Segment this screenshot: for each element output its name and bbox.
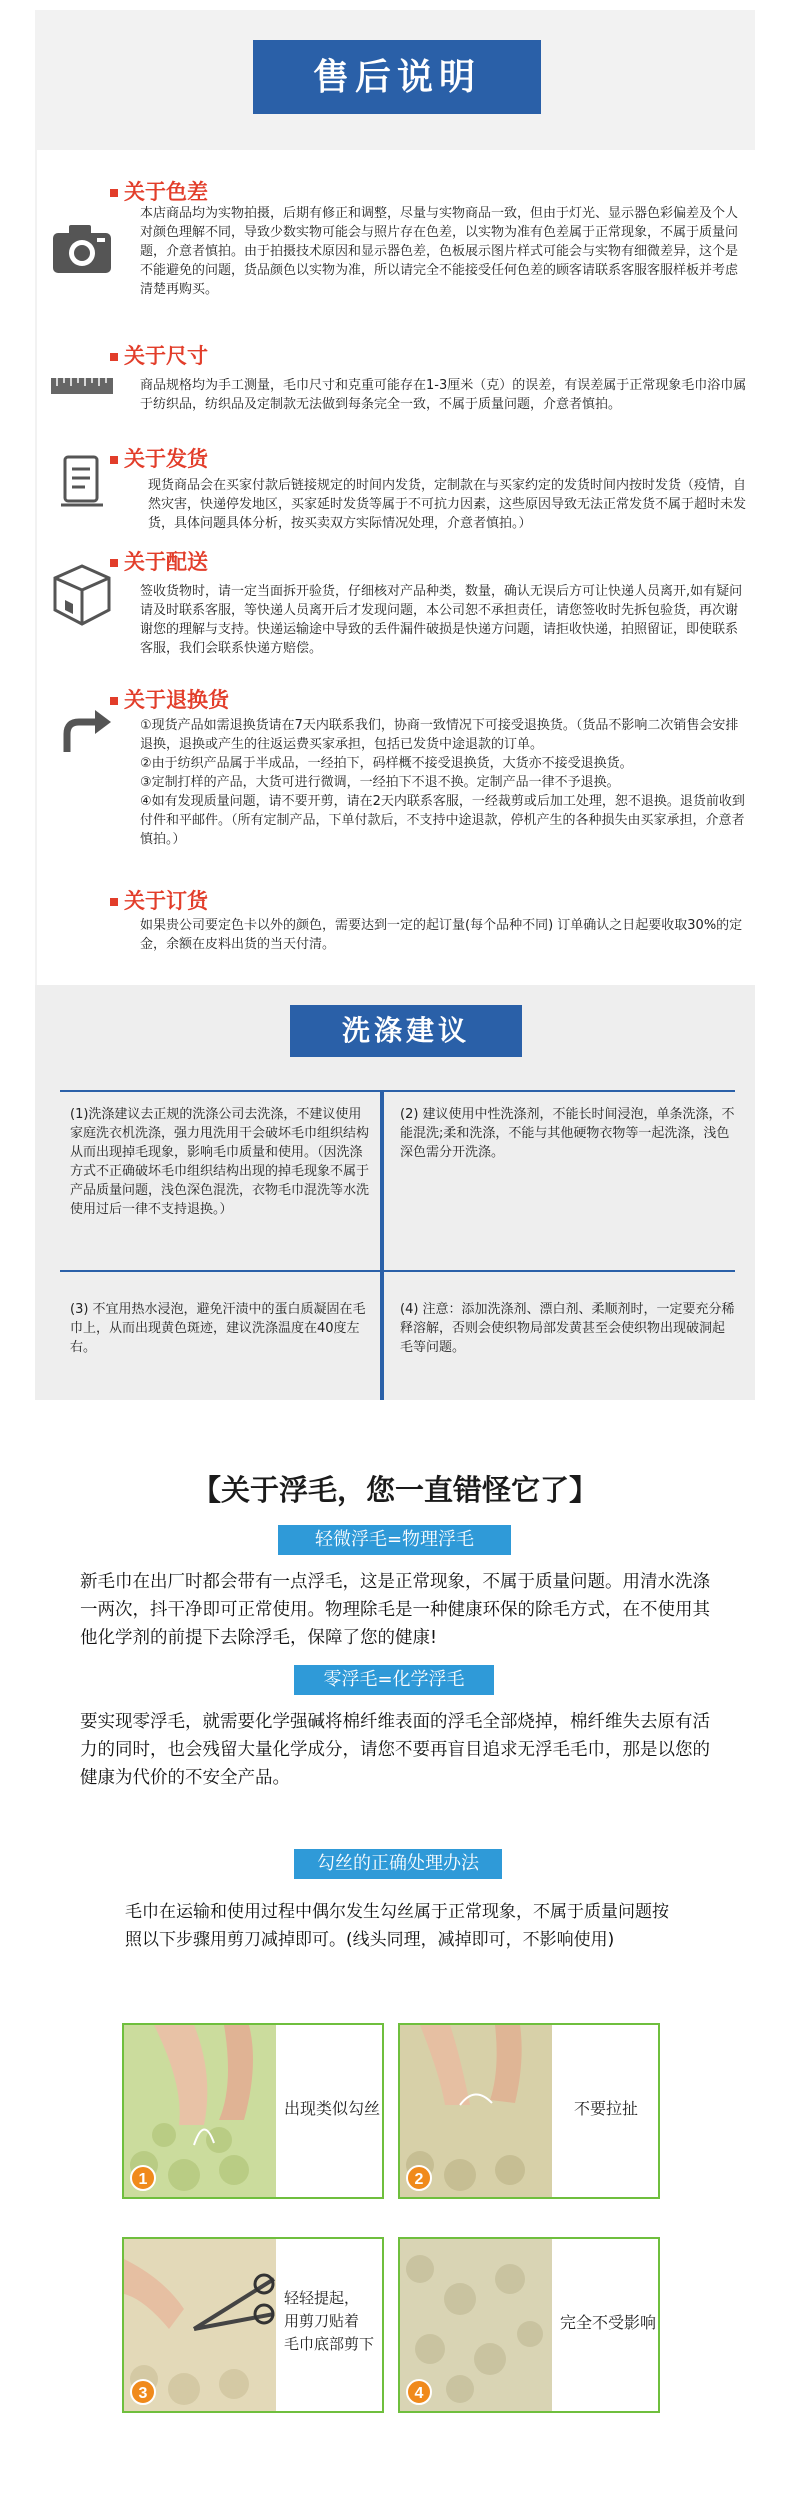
divider-vertical	[380, 1090, 384, 1400]
text-snag-handling: 毛巾在运输和使用过程中偶尔发生勾丝属于正常现象，不属于质量问题按照以下步骤用剪刀减掉即可。(线头同理，减掉即可，不影响使用)	[125, 1902, 669, 1950]
badge-snag-handling: 勾丝的正确处理办法	[294, 1849, 502, 1879]
wash-tip-4: (4) 注意：添加洗涤剂、漂白剂、柔顺剂时，一定要充分稀释溶解，否则会使织物局部发黄甚至会使织物出现破洞起毛等问题。	[400, 1302, 735, 1355]
camera-icon	[47, 215, 117, 285]
wash-tip-3: (3) 不宜用热水浸泡，避免汗渍中的蛋白质凝固在毛巾上，从而出现黄色斑迹，建议洗涤温度在40度左右。	[70, 1302, 366, 1355]
heading-return: 关于退换货	[110, 684, 229, 714]
package-icon	[47, 560, 117, 630]
bullet-icon	[110, 353, 118, 361]
heading-color-diff: 关于色差	[110, 176, 208, 206]
bullet-icon	[110, 898, 118, 906]
text-shipping: 现货商品会在买家付款后链接规定的时间内发货，定制款在与买家约定的发货时间内按时发货（疫情，自然灾害，快递停发地区，买家延时发货等属于不可抗力因素，这些原因导致无法正常发货不属于超时未发货，具体问题具体分析，按买卖双方实际情况处理，介意者慎拍。）	[148, 478, 747, 531]
divider-middle	[60, 1270, 735, 1272]
aftersale-title: 售后说明	[253, 40, 541, 114]
wash-tip-2: (2) 建议使用中性洗涤剂，不能长时间浸泡，单条洗涤，不能混洗;柔和洗涤，不能与其他硬物衣物等一起洗涤，浅色深色需分开洗涤。	[400, 1107, 735, 1160]
step-3-number: 3	[130, 2379, 156, 2405]
step-3-label: 轻轻提起， 用剪刀贴着 毛巾底部剪下	[284, 2289, 375, 2353]
ruler-icon	[47, 350, 117, 420]
washing-title: 洗涤建议	[290, 1005, 522, 1057]
badge-physical-lint: 轻微浮毛=物理浮毛	[278, 1525, 511, 1555]
text-color-diff: 本店商品均为实物拍摄，后期有修正和调整，尽量与实物商品一致，但由于灯光、显示器色彩偏差及个人对颜色理解不同，导致少数实物可能会与照片存在色差，以实物为准有色差属于正常现象，不属于质量问题，介意者慎拍。由于拍摄技术原因和显示器色差，色板展示图片样式可能会与实物有细微差异，这个是不能避免的问题，货品颜色以实物为准，所以请完全不能接受任何色差的顾客请联系客服客服样板并考虑清楚再购买。	[140, 206, 739, 297]
heading-order: 关于订货	[110, 885, 208, 915]
heading-shipping: 关于发货	[110, 443, 208, 473]
delivery-icon	[47, 447, 117, 517]
return-arrow-icon	[47, 700, 117, 770]
step-1-label: 出现类似勾丝	[284, 2099, 381, 2118]
text-delivery: 签收货物时，请一定当面拆开验货，仔细核对产品种类，数量，确认无误后方可让快递人员离开,如有疑问请及时联系客服，等快递人员离开后才发现问题，本公司恕不承担责任，请您签收时先拆包验货，再次谢谢您的理解与支持。快递运输途中导致的丢件漏件破损是快递方问题，请拒收快递，拍照留证，即使联系客服，我们会联系快递方赔偿。	[140, 584, 743, 656]
bullet-icon	[110, 189, 118, 197]
text-order: 如果贵公司要定色卡以外的颜色，需要达到一定的起订量(每个品种不同) 订单确认之日起要收取30%的定金，余额在皮料出货的当天付清。	[140, 918, 743, 952]
text-physical-lint: 新毛巾在出厂时都会带有一点浮毛，这是正常现象，不属于质量问题。用清水洗涤一两次，抖干净即可正常使用。物理除毛是一种健康环保的除毛方式，在不使用其他化学剂的前提下去除浮毛，保障了您的健康!	[80, 1572, 710, 1648]
lint-title: 【关于浮毛，您一直错怪它了】	[191, 1473, 598, 1507]
text-return: ①现货产品如需退换货请在7天内联系我们，协商一致情况下可接受退换货。（货品不影响二次销售会安排退换，退换或产生的往返运费买家承担，包括已发货中途退款的订单。 ②由于纺织产品属于半成品，一经拍下，码样概不接受退换货，大货亦不接受退换货。 ③定制打样的产品，大货可进行微调，一经拍下不退不换。定制产品一律不予退换。 ④如有发现质量问题，请不要开剪，请在2天内联系客服，一经裁剪或后加工处理，恕不退换。退货前收到付件和平邮件。（所有定制产品，下单付款后，不支持中途退款，停机产生的各种损失由买家承担，介意者慎拍。）	[140, 718, 745, 847]
step-2-label: 不要拉扯	[574, 2099, 639, 2118]
step-2-card	[398, 2023, 660, 2199]
step-2-number: 2	[406, 2165, 432, 2191]
step-1-card	[122, 2023, 384, 2199]
step-3-card	[122, 2237, 384, 2413]
divider-top	[60, 1090, 735, 1092]
heading-delivery: 关于配送	[110, 546, 208, 576]
step-4-number: 4	[406, 2379, 432, 2405]
text-size: 商品规格均为手工测量，毛巾尺寸和克重可能存在1-3厘米（克）的误差，有误差属于正常现象毛巾浴巾属于纺织品，纺织品及定制款无法做到每条完全一致，不属于质量问题，介意者慎拍。	[140, 378, 747, 412]
badge-chemical-lint: 零浮毛=化学浮毛	[294, 1665, 494, 1695]
bullet-icon	[110, 559, 118, 567]
text-chemical-lint: 要实现零浮毛，就需要化学强碱将棉纤维表面的浮毛全部烧掉，棉纤维失去原有活力的同时，也会残留大量化学成分，请您不要再盲目追求无浮毛毛巾，那是以您的健康为代价的不安全产品。	[80, 1712, 710, 1788]
bullet-icon	[110, 697, 118, 705]
heading-size: 关于尺寸	[110, 340, 208, 370]
step-4-card	[398, 2237, 660, 2413]
step-4-label: 完全不受影响	[560, 2313, 657, 2332]
bullet-icon	[110, 456, 118, 464]
step-1-number: 1	[130, 2165, 156, 2191]
wash-tip-1: (1)洗涤建议去正规的洗涤公司去洗涤，不建议使用家庭洗衣机洗涤，强力甩洗用干会破坏毛巾组织结构从而出现掉毛现象，影响毛巾质量和使用。（因洗涤方式不正确破坏毛巾组织结构出现的掉毛现象不属于产品质量问题，浅色深色混洗，衣物毛巾混洗等水洗使用过后一律不支持退换。）	[70, 1107, 370, 1217]
